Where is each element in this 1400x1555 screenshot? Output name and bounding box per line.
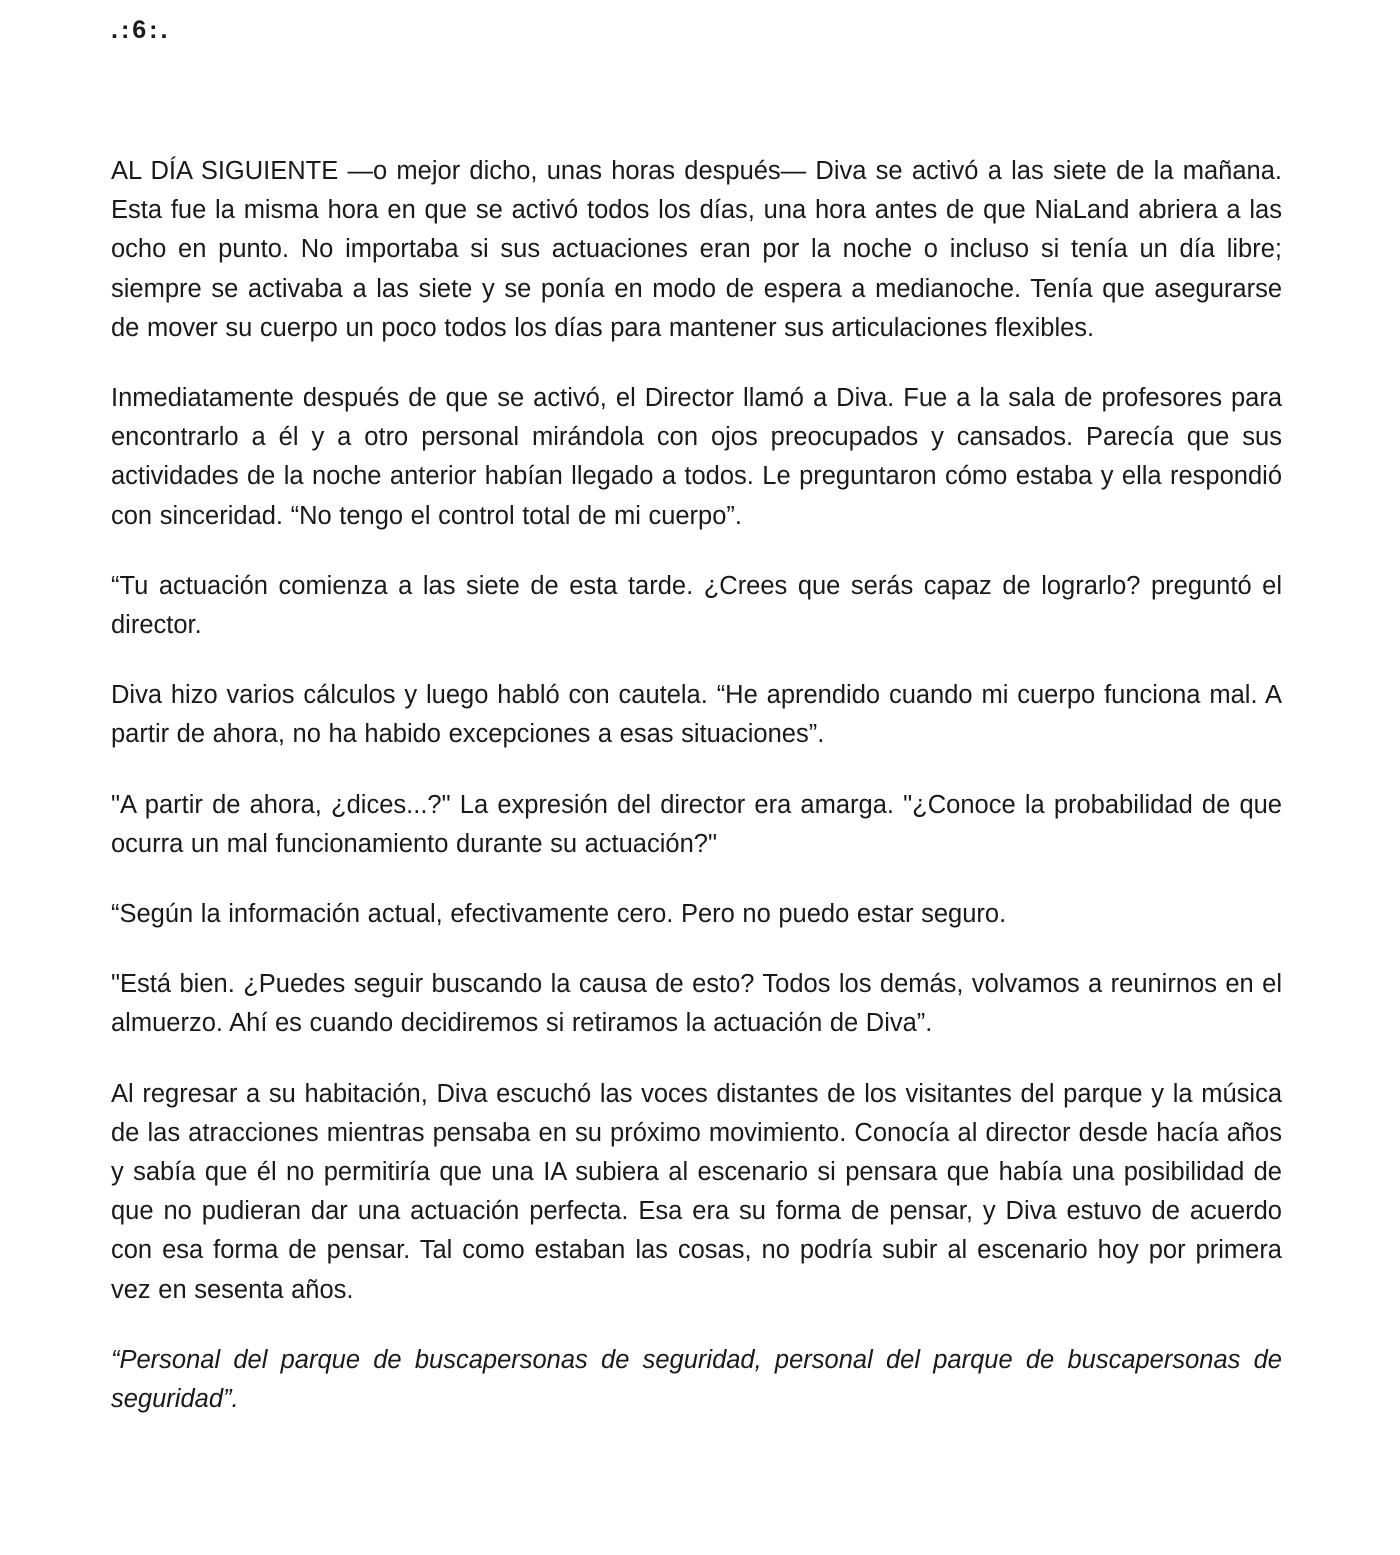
paragraph-7: "Está bien. ¿Puedes seguir buscando la causa de esto? Todos los demás, volvamos a reunirnos en el almuerzo. Ahí es cuando decidiremos si retiramos la actuación de Diva”. (111, 970, 1282, 1038)
paragraph-2: Inmediatamente después de que se activó, el Director llamó a Diva. Fue a la sala de profesores para encontrarlo a él y a otro personal mirándola con ojos preocupados y cansados. Parecía que sus actividades de la noche anterior habían llegado a todos. Le preguntaron cómo estaba y ella respondió con sinceridad. “No tengo el control total de mi cuerpo”. (111, 384, 1282, 530)
chapter-body (111, 152, 1282, 1450)
paragraph-1: AL DÍA SIGUIENTE —o mejor dicho, unas horas después— Diva se activó a las siete de la mañana. Esta fue la misma hora en que se activó todos los días, una hora antes de que NiaLand abriera a las ocho en punto. No importaba si sus actuaciones eran por la noche o incluso si tenía un día libre; siempre se activaba a las siete y se ponía en modo de espera a medianoche. Tenía que asegurarse de mover su cuerpo un poco todos los días para mantener sus articulaciones flexibles. (111, 157, 1282, 342)
paragraph-5: "A partir de ahora, ¿dices...?" La expresión del director era amarga. "¿Conoce la probabilidad de que ocurra un mal funcionamiento durante su actuación?" (111, 790, 1282, 858)
chapter-marker: .:6:. (111, 16, 171, 44)
paragraph-6: “Según la información actual, efectivamente cero. Pero no puedo estar seguro. (111, 900, 1007, 929)
paragraph-3: “Tu actuación comienza a las siete de esta tarde. ¿Crees que serás capaz de lograrlo? preguntó el director. (111, 571, 1282, 640)
paragraph-9-italic: “Personal del parque de buscapersonas de seguridad, personal del parque de buscapersonas de seguridad”. (111, 1345, 1282, 1414)
paragraph-8: Al regresar a su habitación, Diva escuchó las voces distantes de los visitantes del parque y la música de las atracciones mientras pensaba en su próximo movimiento. Conocía al director desde hacía años y sabía que él no permitiría que una IA subiera al escenario si pensara que había una posibilidad de que no pudieran dar una actuación perfecta. Esa era su forma de pensar, y Diva estuvo de acuerdo con esa forma de pensar. Tal como estaban las cosas, no podría subir al escenario hoy por primera vez en sesenta años. (111, 1079, 1282, 1304)
paragraph-4: Diva hizo varios cálculos y luego habló con cautela. “He aprendido cuando mi cuerpo funciona mal. A partir de ahora, no ha habido excepciones a esas situaciones”. (111, 681, 1282, 749)
